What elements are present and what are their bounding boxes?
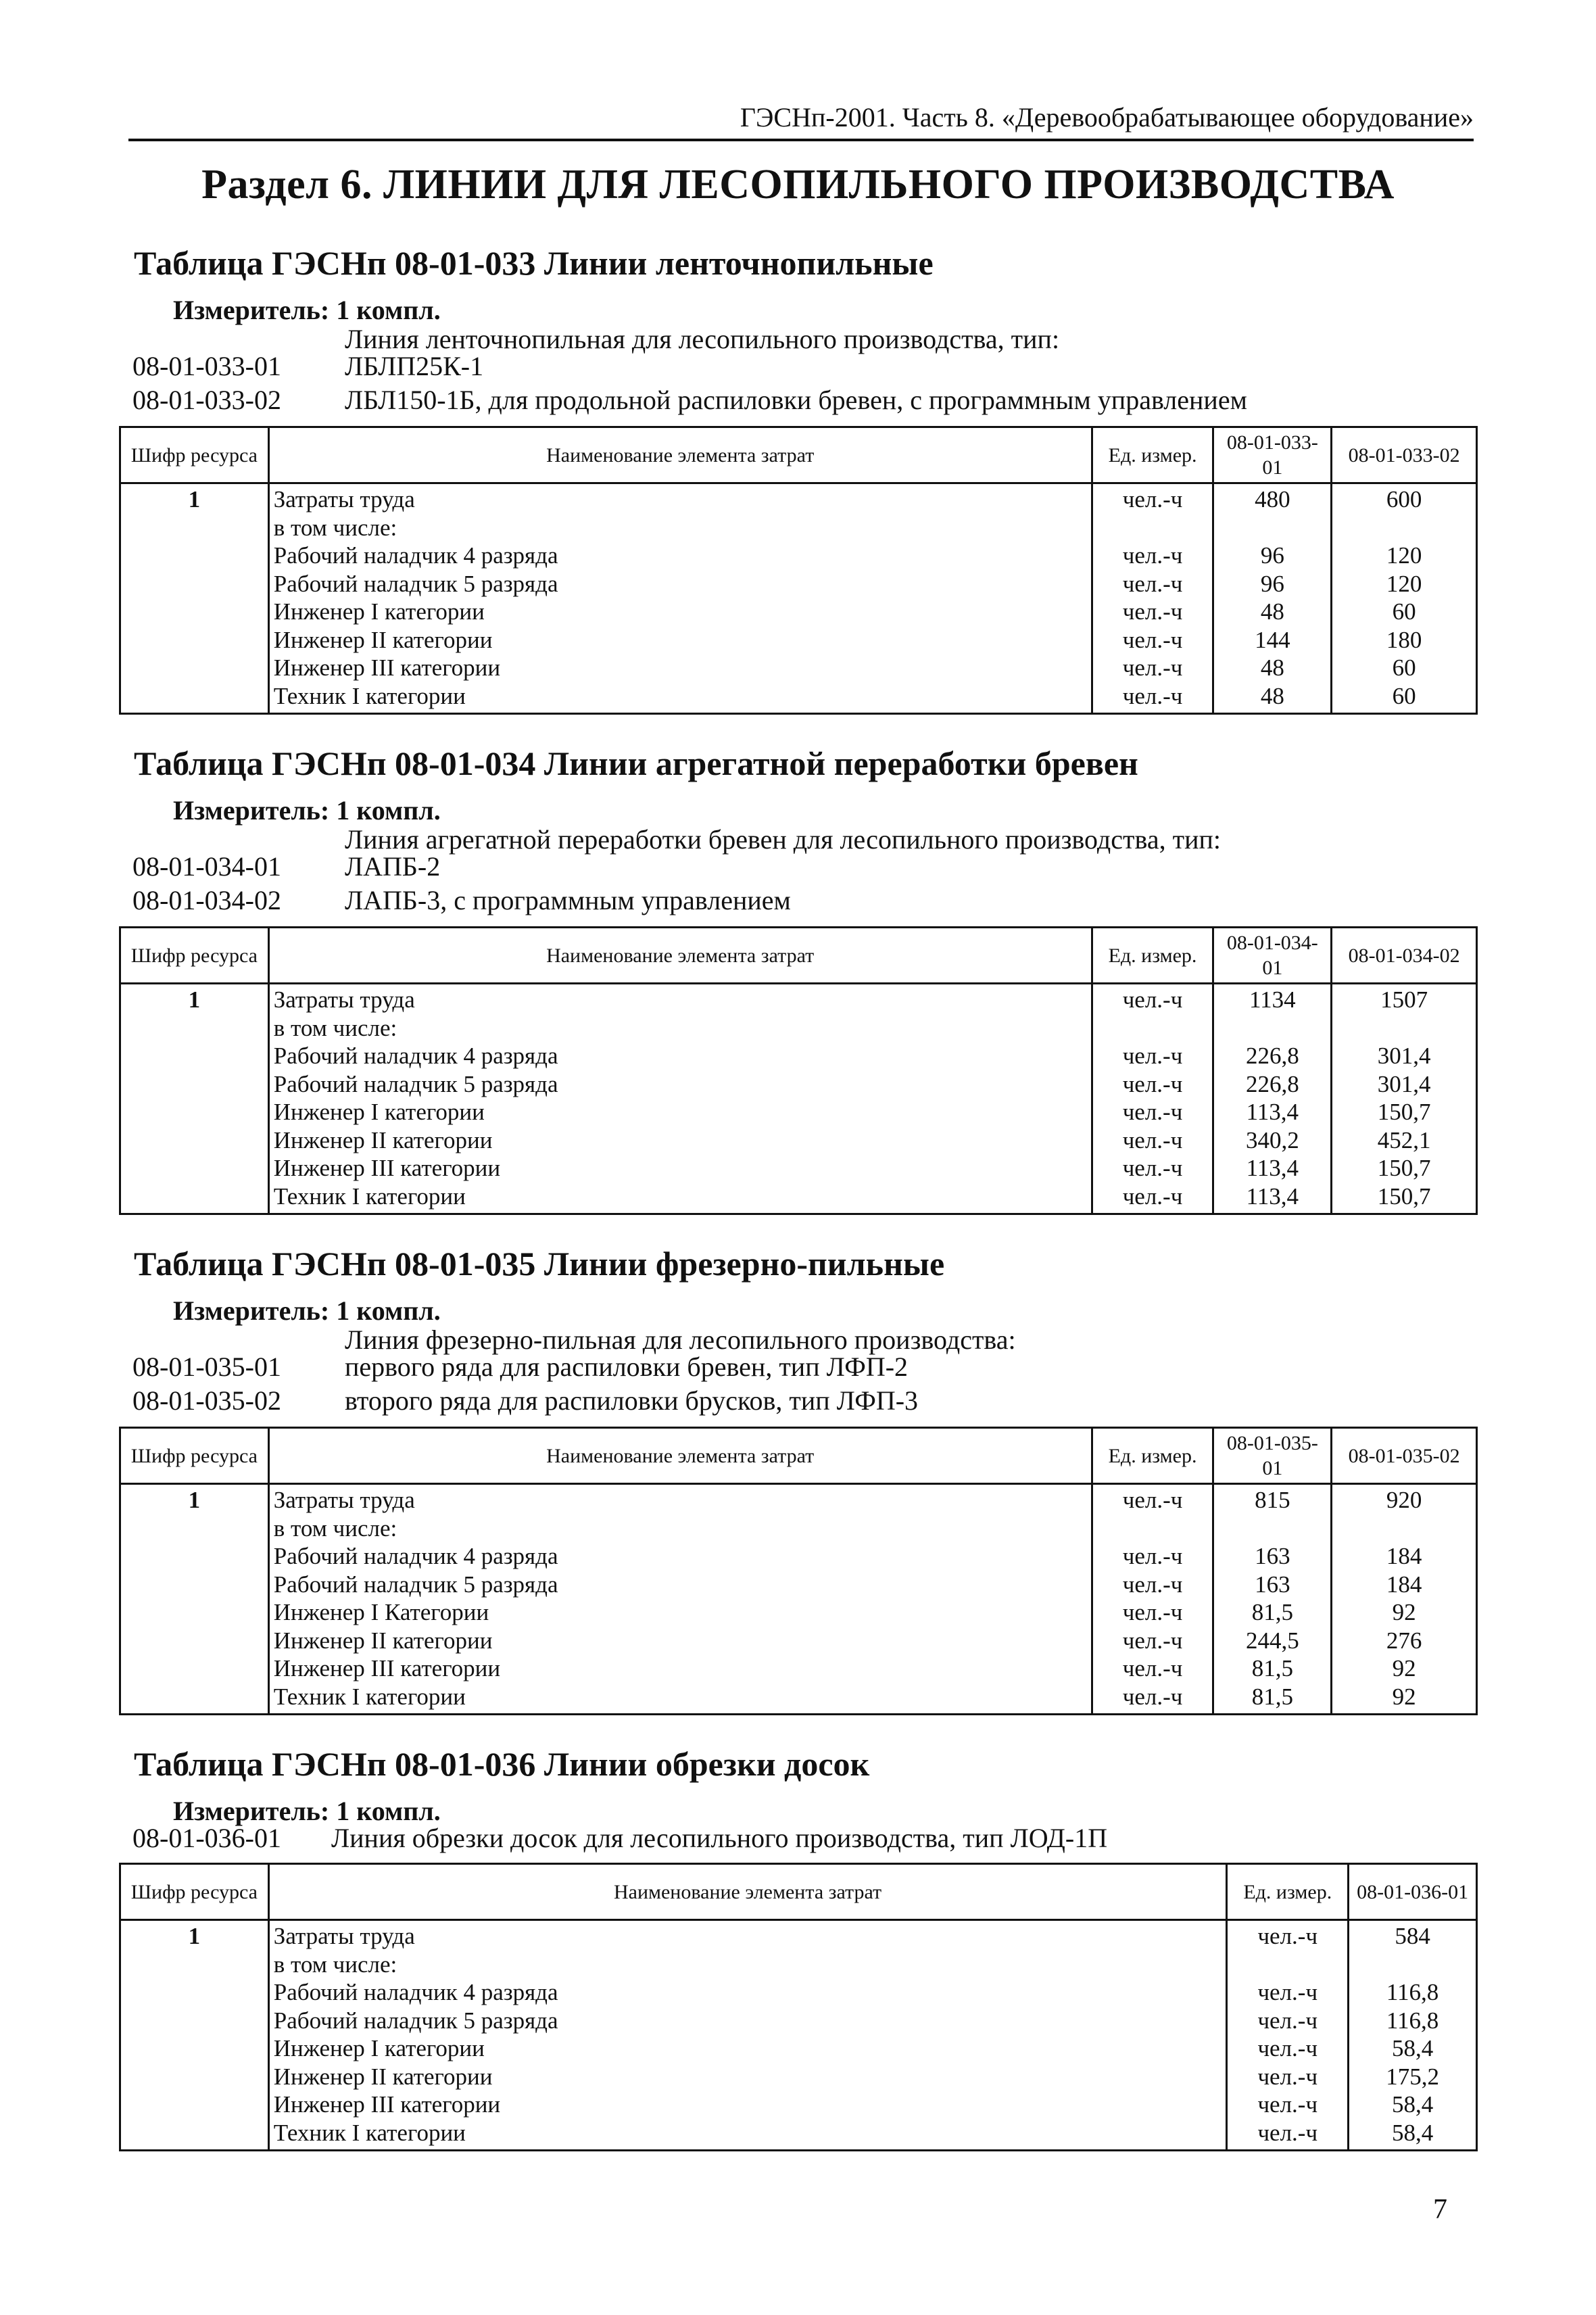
unit-cell: чел.-ч	[1092, 1627, 1213, 1655]
cost-element-cell: Техник I категории	[268, 1183, 1092, 1214]
cost-element-cell: Рабочий наладчик 4 разряда	[268, 542, 1092, 570]
cost-element-cell: Рабочий наладчик 4 разряда	[268, 1542, 1092, 1571]
item-code: 08-01-036-01	[132, 1823, 281, 1853]
resource-code-cell	[120, 1014, 269, 1043]
header-unit: Ед. измер.	[1092, 928, 1213, 984]
header-norm-code: 08-01-033-01	[1213, 427, 1332, 483]
item-description: Линия обрезки досок для лесопильного производства, тип ЛОД-1П	[331, 1823, 1108, 1853]
value-cell: 340,2	[1213, 1126, 1332, 1155]
resource-code-cell	[120, 626, 269, 654]
item-group-description: Линия агрегатной переработки бревен для лесопильного производства, тип:	[345, 824, 1221, 855]
measure-unit: Измеритель: 1 компл.	[173, 295, 441, 325]
resource-code-cell: 1	[120, 1484, 269, 1514]
header-resource-code: Шифр ресурса	[120, 928, 269, 984]
value-cell: 1507	[1332, 984, 1477, 1014]
unit-cell: чел.-ч	[1092, 1542, 1213, 1571]
value-cell	[1332, 1514, 1477, 1543]
header-rule	[128, 139, 1474, 141]
cost-element-cell: Рабочий наладчик 5 разряда	[268, 1571, 1092, 1599]
item-code: 08-01-033-01	[132, 351, 281, 381]
table-row	[120, 1542, 1477, 1571]
cost-element-cell: Рабочий наладчик 5 разряда	[268, 1070, 1092, 1099]
unit-cell: чел.-ч	[1227, 2091, 1349, 2119]
resource-code-cell	[120, 598, 269, 626]
value-cell: 60	[1332, 654, 1477, 682]
value-cell: 150,7	[1332, 1183, 1477, 1214]
table-row	[120, 682, 1477, 714]
table-row	[120, 984, 1477, 1014]
cost-element-cell: Затраты труда	[268, 984, 1092, 1014]
value-cell: 96	[1213, 570, 1332, 598]
value-cell: 150,7	[1332, 1098, 1477, 1126]
unit-cell: чел.-ч	[1092, 1154, 1213, 1183]
table-row	[120, 1627, 1477, 1655]
unit-cell: чел.-ч	[1092, 984, 1213, 1014]
unit-cell: чел.-ч	[1227, 2063, 1349, 2091]
table-row	[120, 1098, 1477, 1126]
resource-code-cell	[120, 1042, 269, 1070]
value-cell: 58,4	[1349, 2034, 1477, 2063]
cost-table	[119, 426, 1478, 715]
value-cell: 58,4	[1349, 2091, 1477, 2119]
table-row	[120, 1154, 1477, 1183]
table-title: Таблица ГЭСНп 08-01-033 Линии ленточнопильные	[134, 244, 934, 282]
resource-code-cell	[120, 1183, 269, 1214]
value-cell: 180	[1332, 626, 1477, 654]
header-cost-element: Наименование элемента затрат	[268, 1864, 1227, 1920]
resource-code-cell	[120, 1126, 269, 1155]
value-cell: 184	[1332, 1542, 1477, 1571]
unit-cell	[1092, 1514, 1213, 1543]
cost-element-cell: Рабочий наладчик 4 разряда	[268, 1042, 1092, 1070]
table-row	[120, 1683, 1477, 1715]
value-cell: 113,4	[1213, 1154, 1332, 1183]
item-description: ЛАПБ-2	[345, 851, 441, 882]
header-norm-code: 08-01-034-02	[1332, 928, 1477, 984]
header-norm-code: 08-01-034-01	[1213, 928, 1332, 984]
cost-element-cell: Инженер I Категории	[268, 1598, 1092, 1627]
cost-table	[119, 1427, 1478, 1715]
resource-code-cell	[120, 1098, 269, 1126]
resource-code-cell	[120, 1627, 269, 1655]
value-cell: 58,4	[1349, 2119, 1477, 2151]
resource-code-cell: 1	[120, 984, 269, 1014]
unit-cell: чел.-ч	[1092, 1070, 1213, 1099]
value-cell: 452,1	[1332, 1126, 1477, 1155]
unit-cell: чел.-ч	[1227, 1920, 1349, 1951]
resource-code-cell	[120, 570, 269, 598]
unit-cell: чел.-ч	[1092, 1098, 1213, 1126]
unit-cell: чел.-ч	[1092, 1126, 1213, 1155]
resource-code-cell	[120, 542, 269, 570]
table-row	[120, 1126, 1477, 1155]
cost-element-cell: Инженер III категории	[268, 1654, 1092, 1683]
header-unit: Ед. измер.	[1092, 427, 1213, 483]
value-cell: 226,8	[1213, 1042, 1332, 1070]
table-title: Таблица ГЭСНп 08-01-034 Линии агрегатной переработки бревен	[134, 744, 1138, 782]
table-row	[120, 2119, 1477, 2151]
section-title: Раздел 6. ЛИНИИ ДЛЯ ЛЕСОПИЛЬНОГО ПРОИЗВОДСТВА	[201, 162, 1395, 208]
unit-cell: чел.-ч	[1227, 2034, 1349, 2063]
cost-element-cell: Техник I категории	[268, 682, 1092, 714]
table-row	[120, 2034, 1477, 2063]
unit-cell: чел.-ч	[1227, 2007, 1349, 2035]
header-norm-code: 08-01-035-02	[1332, 1428, 1477, 1484]
value-cell: 163	[1213, 1542, 1332, 1571]
table-row	[120, 2007, 1477, 2035]
resource-code-cell	[120, 1978, 269, 2007]
cost-element-cell: Инженер I категории	[268, 1098, 1092, 1126]
value-cell: 96	[1213, 542, 1332, 570]
table-row	[120, 483, 1477, 514]
item-group-description: Линия ленточнопильная для лесопильного производства, тип:	[345, 324, 1060, 354]
value-cell: 60	[1332, 598, 1477, 626]
resource-code-cell	[120, 1070, 269, 1099]
unit-cell: чел.-ч	[1092, 483, 1213, 514]
table-row	[120, 1042, 1477, 1070]
table-row	[120, 1484, 1477, 1514]
cost-element-cell: Инженер I категории	[268, 598, 1092, 626]
table-header-row	[120, 928, 1477, 984]
resource-code-cell: 1	[120, 483, 269, 514]
resource-code-cell	[120, 1683, 269, 1715]
table-row	[120, 2063, 1477, 2091]
value-cell: 116,8	[1349, 2007, 1477, 2035]
item-description: второго ряда для распиловки брусков, тип ЛФП-3	[345, 1385, 919, 1416]
table-header-row	[120, 1428, 1477, 1484]
unit-cell: чел.-ч	[1092, 598, 1213, 626]
value-cell: 92	[1332, 1654, 1477, 1683]
value-cell: 48	[1213, 654, 1332, 682]
cost-element-cell: Инженер II категории	[268, 1627, 1092, 1655]
cost-element-cell: Затраты труда	[268, 1484, 1092, 1514]
value-cell: 120	[1332, 542, 1477, 570]
unit-cell: чел.-ч	[1092, 1571, 1213, 1599]
cost-table	[119, 926, 1478, 1215]
resource-code-cell: 1	[120, 1920, 269, 1951]
value-cell: 113,4	[1213, 1183, 1332, 1214]
header-cost-element: Наименование элемента затрат	[268, 427, 1092, 483]
header-norm-code: 08-01-035-01	[1213, 1428, 1332, 1484]
table-row	[120, 654, 1477, 682]
value-cell: 92	[1332, 1683, 1477, 1715]
header-unit: Ед. измер.	[1227, 1864, 1349, 1920]
value-cell	[1213, 1514, 1332, 1543]
value-cell	[1213, 514, 1332, 542]
resource-code-cell	[120, 1514, 269, 1543]
measure-unit: Измеритель: 1 компл.	[173, 795, 441, 826]
item-code: 08-01-034-02	[132, 885, 281, 915]
cost-element-cell: Техник I категории	[268, 1683, 1092, 1715]
resource-code-cell	[120, 1654, 269, 1683]
table-header-row	[120, 427, 1477, 483]
resource-code-cell	[120, 514, 269, 542]
unit-cell	[1227, 1951, 1349, 1979]
unit-cell: чел.-ч	[1092, 1484, 1213, 1514]
resource-code-cell	[120, 1571, 269, 1599]
value-cell: 301,4	[1332, 1042, 1477, 1070]
value-cell	[1349, 1951, 1477, 1979]
value-cell: 113,4	[1213, 1098, 1332, 1126]
table-row	[120, 542, 1477, 570]
value-cell: 815	[1213, 1484, 1332, 1514]
value-cell: 81,5	[1213, 1598, 1332, 1627]
table-row	[120, 514, 1477, 542]
item-description: первого ряда для распиловки бревен, тип ЛФП-2	[345, 1352, 909, 1382]
value-cell	[1213, 1014, 1332, 1043]
value-cell: 81,5	[1213, 1683, 1332, 1715]
resource-code-cell	[120, 2063, 269, 2091]
cost-element-cell: в том числе:	[268, 1951, 1227, 1979]
value-cell: 48	[1213, 682, 1332, 714]
value-cell: 584	[1349, 1920, 1477, 1951]
value-cell	[1332, 514, 1477, 542]
table-row	[120, 1951, 1477, 1979]
unit-cell	[1092, 514, 1213, 542]
unit-cell: чел.-ч	[1092, 1683, 1213, 1715]
cost-element-cell: Рабочий наладчик 5 разряда	[268, 570, 1092, 598]
page-number: 7	[1433, 2194, 1447, 2225]
item-description: ЛАПБ-3, с программным управлением	[345, 885, 791, 915]
value-cell: 48	[1213, 598, 1332, 626]
header-norm-code: 08-01-036-01	[1349, 1864, 1477, 1920]
table-row	[120, 1070, 1477, 1099]
table-row	[120, 626, 1477, 654]
cost-element-cell: в том числе:	[268, 1014, 1092, 1043]
cost-element-cell: Затраты труда	[268, 1920, 1227, 1951]
value-cell: 1134	[1213, 984, 1332, 1014]
unit-cell: чел.-ч	[1092, 1183, 1213, 1214]
unit-cell: чел.-ч	[1092, 1598, 1213, 1627]
value-cell: 163	[1213, 1571, 1332, 1599]
unit-cell: чел.-ч	[1092, 626, 1213, 654]
unit-cell: чел.-ч	[1092, 1042, 1213, 1070]
item-code: 08-01-034-01	[132, 851, 281, 882]
table-title: Таблица ГЭСНп 08-01-036 Линии обрезки досок	[134, 1745, 870, 1783]
header-resource-code: Шифр ресурса	[120, 1864, 269, 1920]
measure-unit: Измеритель: 1 компл.	[173, 1796, 441, 1826]
value-cell: 920	[1332, 1484, 1477, 1514]
item-description: ЛБЛП25К-1	[345, 351, 484, 381]
resource-code-cell	[120, 682, 269, 714]
table-row	[120, 570, 1477, 598]
table-row	[120, 1598, 1477, 1627]
value-cell: 144	[1213, 626, 1332, 654]
value-cell: 92	[1332, 1598, 1477, 1627]
cost-element-cell: Инженер III категории	[268, 1154, 1092, 1183]
header-norm-code: 08-01-033-02	[1332, 427, 1477, 483]
value-cell: 184	[1332, 1571, 1477, 1599]
table-row	[120, 1978, 1477, 2007]
header-resource-code: Шифр ресурса	[120, 427, 269, 483]
table-row	[120, 1183, 1477, 1214]
cost-element-cell: Инженер II категории	[268, 626, 1092, 654]
unit-cell: чел.-ч	[1092, 570, 1213, 598]
cost-element-cell: Техник I категории	[268, 2119, 1227, 2151]
item-code: 08-01-035-02	[132, 1385, 281, 1416]
resource-code-cell	[120, 2007, 269, 2035]
resource-code-cell	[120, 2091, 269, 2119]
value-cell: 150,7	[1332, 1154, 1477, 1183]
value-cell: 226,8	[1213, 1070, 1332, 1099]
unit-cell: чел.-ч	[1092, 682, 1213, 714]
value-cell: 600	[1332, 483, 1477, 514]
table-row	[120, 1920, 1477, 1951]
value-cell: 120	[1332, 570, 1477, 598]
resource-code-cell	[120, 1598, 269, 1627]
cost-element-cell: Инженер II категории	[268, 2063, 1227, 2091]
item-group-description: Линия фрезерно-пильная для лесопильного производства:	[345, 1324, 1016, 1355]
value-cell	[1332, 1014, 1477, 1043]
cost-element-cell: Рабочий наладчик 5 разряда	[268, 2007, 1227, 2035]
value-cell: 116,8	[1349, 1978, 1477, 2007]
value-cell: 175,2	[1349, 2063, 1477, 2091]
cost-element-cell: Рабочий наладчик 4 разряда	[268, 1978, 1227, 2007]
resource-code-cell	[120, 1951, 269, 1979]
value-cell: 60	[1332, 682, 1477, 714]
table-row	[120, 2091, 1477, 2119]
unit-cell: чел.-ч	[1092, 1654, 1213, 1683]
item-code: 08-01-035-01	[132, 1352, 281, 1382]
value-cell: 81,5	[1213, 1654, 1332, 1683]
value-cell: 244,5	[1213, 1627, 1332, 1655]
unit-cell: чел.-ч	[1227, 1978, 1349, 2007]
header-cost-element: Наименование элемента затрат	[268, 928, 1092, 984]
unit-cell: чел.-ч	[1227, 2119, 1349, 2151]
cost-element-cell: Инженер III категории	[268, 654, 1092, 682]
running-header: ГЭСНп-2001. Часть 8. «Деревообрабатывающее оборудование»	[740, 102, 1474, 133]
table-row	[120, 1514, 1477, 1543]
unit-cell	[1092, 1014, 1213, 1043]
unit-cell: чел.-ч	[1092, 654, 1213, 682]
table-row	[120, 1571, 1477, 1599]
table-row	[120, 1014, 1477, 1043]
cost-table	[119, 1863, 1478, 2151]
header-resource-code: Шифр ресурса	[120, 1428, 269, 1484]
cost-element-cell: в том числе:	[268, 1514, 1092, 1543]
resource-code-cell	[120, 1154, 269, 1183]
value-cell: 301,4	[1332, 1070, 1477, 1099]
table-title: Таблица ГЭСНп 08-01-035 Линии фрезерно-пильные	[134, 1245, 945, 1283]
table-row	[120, 598, 1477, 626]
measure-unit: Измеритель: 1 компл.	[173, 1295, 441, 1326]
cost-element-cell: Инженер I категории	[268, 2034, 1227, 2063]
resource-code-cell	[120, 2119, 269, 2151]
unit-cell: чел.-ч	[1092, 542, 1213, 570]
resource-code-cell	[120, 2034, 269, 2063]
cost-element-cell: Затраты труда	[268, 483, 1092, 514]
item-description: ЛБЛ150-1Б, для продольной распиловки бревен, с программным управлением	[345, 385, 1247, 415]
cost-element-cell: Инженер II категории	[268, 1126, 1092, 1155]
resource-code-cell	[120, 1542, 269, 1571]
value-cell: 480	[1213, 483, 1332, 514]
table-row	[120, 1654, 1477, 1683]
cost-element-cell: в том числе:	[268, 514, 1092, 542]
header-cost-element: Наименование элемента затрат	[268, 1428, 1092, 1484]
table-header-row	[120, 1864, 1477, 1920]
item-code: 08-01-033-02	[132, 385, 281, 415]
cost-element-cell: Инженер III категории	[268, 2091, 1227, 2119]
header-unit: Ед. измер.	[1092, 1428, 1213, 1484]
resource-code-cell	[120, 654, 269, 682]
value-cell: 276	[1332, 1627, 1477, 1655]
